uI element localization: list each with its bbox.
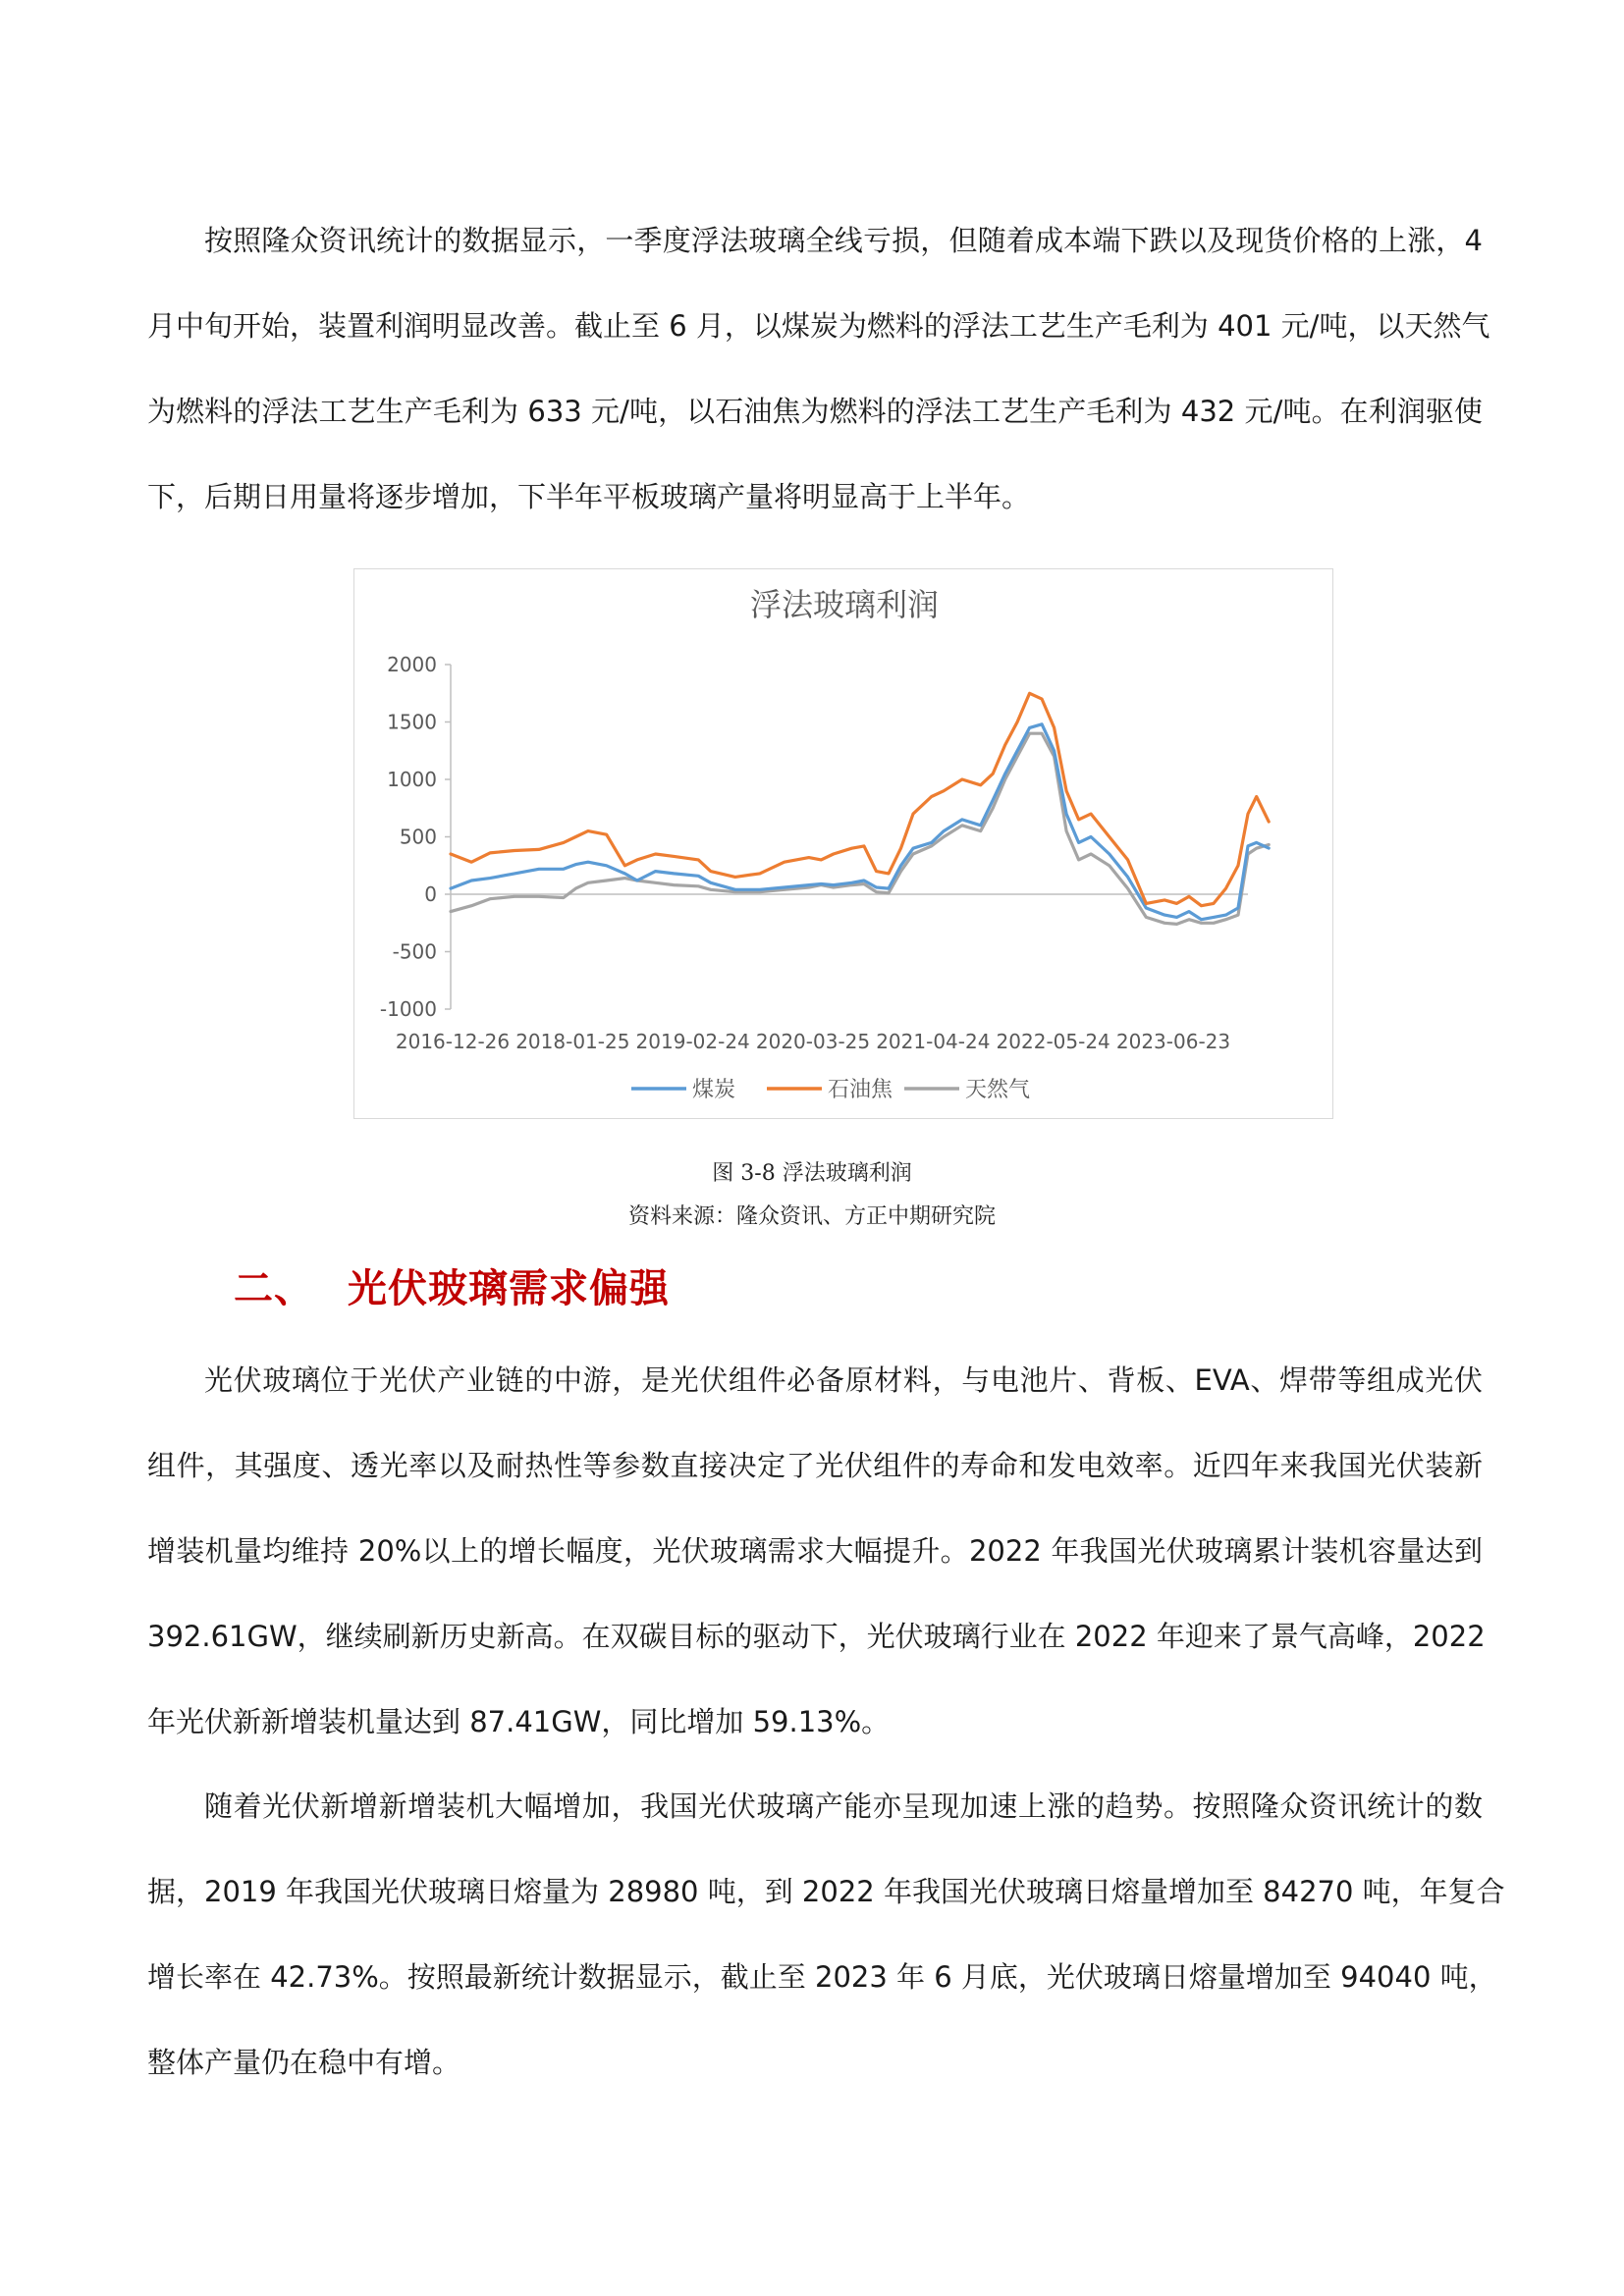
paragraph-line: 392.61GW，继续刷新历史新高。在双碳目标的驱动下，光伏玻璃行业在 2022 年迎来了景气高峰，2022 xyxy=(147,1620,1486,1653)
x-tick-label: 2016-12-26 xyxy=(395,1030,511,1053)
legend-label: 石油焦 xyxy=(828,1078,893,1102)
axis-layer xyxy=(380,653,1230,1053)
section-heading xyxy=(234,1257,670,1313)
paragraph-1 xyxy=(147,198,1490,540)
y-tick-label: 500 xyxy=(399,825,437,849)
y-tick-label: -500 xyxy=(392,939,437,964)
y-tick-label: 1500 xyxy=(387,710,437,734)
figure-source: 资料来源：隆众资讯、方正中期研究院 xyxy=(627,1204,996,1229)
x-tick-label: 2023-06-23 xyxy=(1115,1030,1231,1053)
y-tick-label: 2000 xyxy=(387,653,437,676)
paragraph-line: 下，后期日用量将逐步增加，下半年平板玻璃产量将明显高于上半年。 xyxy=(147,480,1031,513)
legend-label: 煤炭 xyxy=(692,1078,736,1102)
paragraph-line: 整体产量仍在稳中有增。 xyxy=(147,2046,461,2079)
section-title: 光伏玻璃需求偏强 xyxy=(348,1266,670,1311)
x-tick-label: 2022-05-24 xyxy=(996,1030,1110,1053)
paragraph-2 xyxy=(147,1338,1486,1765)
paragraph-line: 为燃料的浮法工艺生产毛利为 633 元/吨，以石油焦为燃料的浮法工艺生产毛利为 432 元/吨。在利润驱使 xyxy=(147,395,1483,428)
legend-layer xyxy=(631,1078,1030,1102)
paragraph-line: 增长率在 42.73%。按照最新统计数据显示，截止至 2023 年 6 月底，光伏玻璃日熔量增加至 94040 吨， xyxy=(147,1960,1497,1994)
paragraph-line: 按照隆众资讯统计的数据显示，一季度浮法玻璃全线亏损，但随着成本端下跌以及现货价格的上涨，4 xyxy=(204,224,1483,257)
paragraph-line: 组件，其强度、透光率以及耐热性等参数直接决定了光伏组件的寿命和发电效率。近四年来我国光伏装新 xyxy=(147,1449,1483,1482)
paragraph-line: 随着光伏新增新增装机大幅增加，我国光伏玻璃产能亦呈现加速上涨的趋势。按照隆众资讯统计的数 xyxy=(204,1789,1483,1823)
float-glass-profit-chart xyxy=(354,569,1334,1120)
paragraph-line: 月中旬开始，装置利润明显改善。截止至 6 月，以煤炭为燃料的浮法工艺生产毛利为 401 元/吨，以天然气 xyxy=(147,309,1490,343)
x-tick-label: 2019-02-24 xyxy=(635,1030,750,1053)
series-layer xyxy=(451,693,1269,924)
figure-caption: 图 3-8 浮法玻璃利润 xyxy=(712,1161,912,1186)
paragraph-3 xyxy=(147,1764,1505,2106)
chart-frame xyxy=(353,568,1333,1119)
x-tick-label: 2021-04-24 xyxy=(876,1030,991,1053)
series-line-natural-gas xyxy=(451,733,1269,924)
series-line-petcoke xyxy=(451,693,1269,905)
y-tick-label: -1000 xyxy=(379,997,437,1021)
section-number: 二、 xyxy=(234,1266,314,1311)
paragraph-line: 增装机量均维持 20%以上的增长幅度，光伏玻璃需求大幅提升。2022 年我国光伏玻璃累计装机容量达到 xyxy=(147,1534,1483,1568)
x-tick-label: 2018-01-25 xyxy=(515,1030,630,1053)
paragraph-line: 年光伏新新增装机量达到 87.41GW，同比增加 59.13%。 xyxy=(147,1705,891,1738)
paragraph-line: 光伏玻璃位于光伏产业链的中游，是光伏组件必备原材料，与电池片、背板、EVA、焊带等组成光伏 xyxy=(204,1363,1483,1397)
y-tick-label: 1000 xyxy=(387,768,437,791)
legend-label: 天然气 xyxy=(965,1078,1031,1102)
y-tick-label: 0 xyxy=(424,882,437,906)
paragraph-line: 据，2019 年我国光伏玻璃日熔量为 28980 吨，到 2022 年我国光伏玻璃日熔量增加至 84270 吨，年复合 xyxy=(147,1875,1505,1908)
chart-title: 浮法玻璃利润 xyxy=(749,586,940,623)
x-tick-label: 2020-03-25 xyxy=(755,1030,871,1053)
